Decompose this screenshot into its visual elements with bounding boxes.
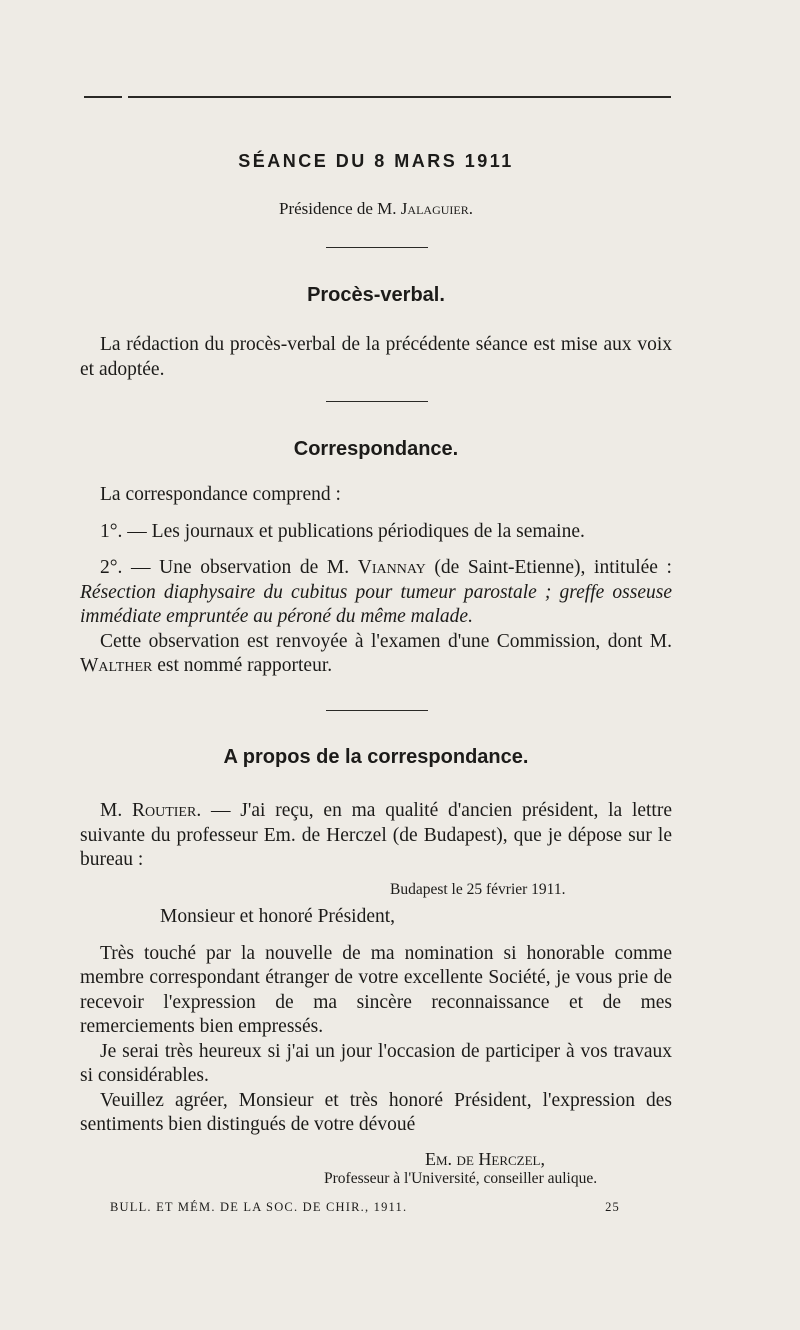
letter-signature: Em. de Herczel,: [425, 1149, 545, 1169]
letter-salutation: Monsieur et honoré Président,: [160, 906, 396, 927]
presidence-name: Jalaguier: [400, 199, 469, 218]
letter-paragraph-3: Veuillez agréer, Monsieur et très honoré Président, l'expression des sentiments bien distingués de votre dévoué: [80, 1089, 672, 1135]
renvoi-suffix: est nommé rapporteur.: [152, 655, 333, 676]
item2-prefix: 2°. — Une observation de M.: [100, 557, 358, 578]
footer-citation: BULL. ET MÉM. DE LA SOC. DE CHIR., 1911.: [110, 1200, 408, 1214]
section-separator: [326, 710, 428, 711]
header-rule-short: [84, 96, 122, 98]
renvoi-name: Walther: [80, 655, 153, 676]
correspondance-item-2: [80, 556, 672, 630]
speaker-name: M. Routier.: [100, 800, 202, 821]
letter-date: Budapest le 25 février 1911.: [390, 881, 566, 898]
routier-speech: [80, 799, 672, 873]
signature-title: Professeur à l'Université, conseiller aulique.: [324, 1170, 598, 1187]
letter-paragraph-1: Très touché par la nouvelle de ma nomination si honorable comme membre correspondant étranger de votre excellente Société, je vous prie de recevoir l'expression de ma sincère reconnaissance et de mes remerciements bien empressés.: [80, 942, 672, 1037]
a-propos-heading: A propos de la correspondance.: [223, 746, 529, 768]
proces-verbal-heading: Procès-verbal.: [307, 284, 445, 306]
item2-title: Résection diaphysaire du cubitus pour tumeur parostale ; greffe osseuse immédiate empruntée au péroné du même malade.: [80, 581, 672, 627]
correspondance-item-1: 1°. — Les journaux et publications périodiques de la semaine.: [100, 520, 585, 542]
item2-middle: (de Saint-Etienne), intitulée :: [425, 557, 672, 578]
letter-paragraph-2: Je serai très heureux si j'ai un jour l'occasion de participer à vos travaux si considérables.: [80, 1040, 672, 1086]
proces-verbal-text: La rédaction du procès-verbal de la précédente séance est mise aux voix et adoptée.: [80, 334, 672, 380]
page-number: 25: [605, 1200, 620, 1214]
header-rule-long: [128, 96, 671, 98]
item2-name: Viannay: [357, 557, 426, 578]
letter-body: [80, 905, 672, 1138]
section-separator: [326, 247, 428, 248]
speech-text: — J'ai reçu, en ma qualité d'ancien président, la lettre suivante du professeur Em. de Herczel (de Budapest), que je dépose sur le bureau :: [80, 800, 672, 870]
page-footer: [110, 1198, 620, 1216]
section-separator: [326, 401, 428, 402]
correspondance-intro: La correspondance comprend :: [100, 484, 341, 505]
presidence-prefix: Présidence de M.: [278, 199, 401, 218]
presidence-line: [80, 198, 672, 220]
session-title: SÉANCE DU 8 MARS 1911: [238, 151, 514, 171]
presidence-suffix: .: [468, 199, 473, 218]
a-propos-body: [80, 799, 672, 873]
correspondance-renvoi: [80, 630, 672, 679]
correspondance-heading: Correspondance.: [293, 438, 459, 460]
renvoi-prefix: Cette observation est renvoyée à l'examen d'une Commission, dont M.: [100, 630, 672, 652]
correspondance-body: [80, 483, 672, 679]
proces-verbal-text-block: [80, 333, 672, 382]
